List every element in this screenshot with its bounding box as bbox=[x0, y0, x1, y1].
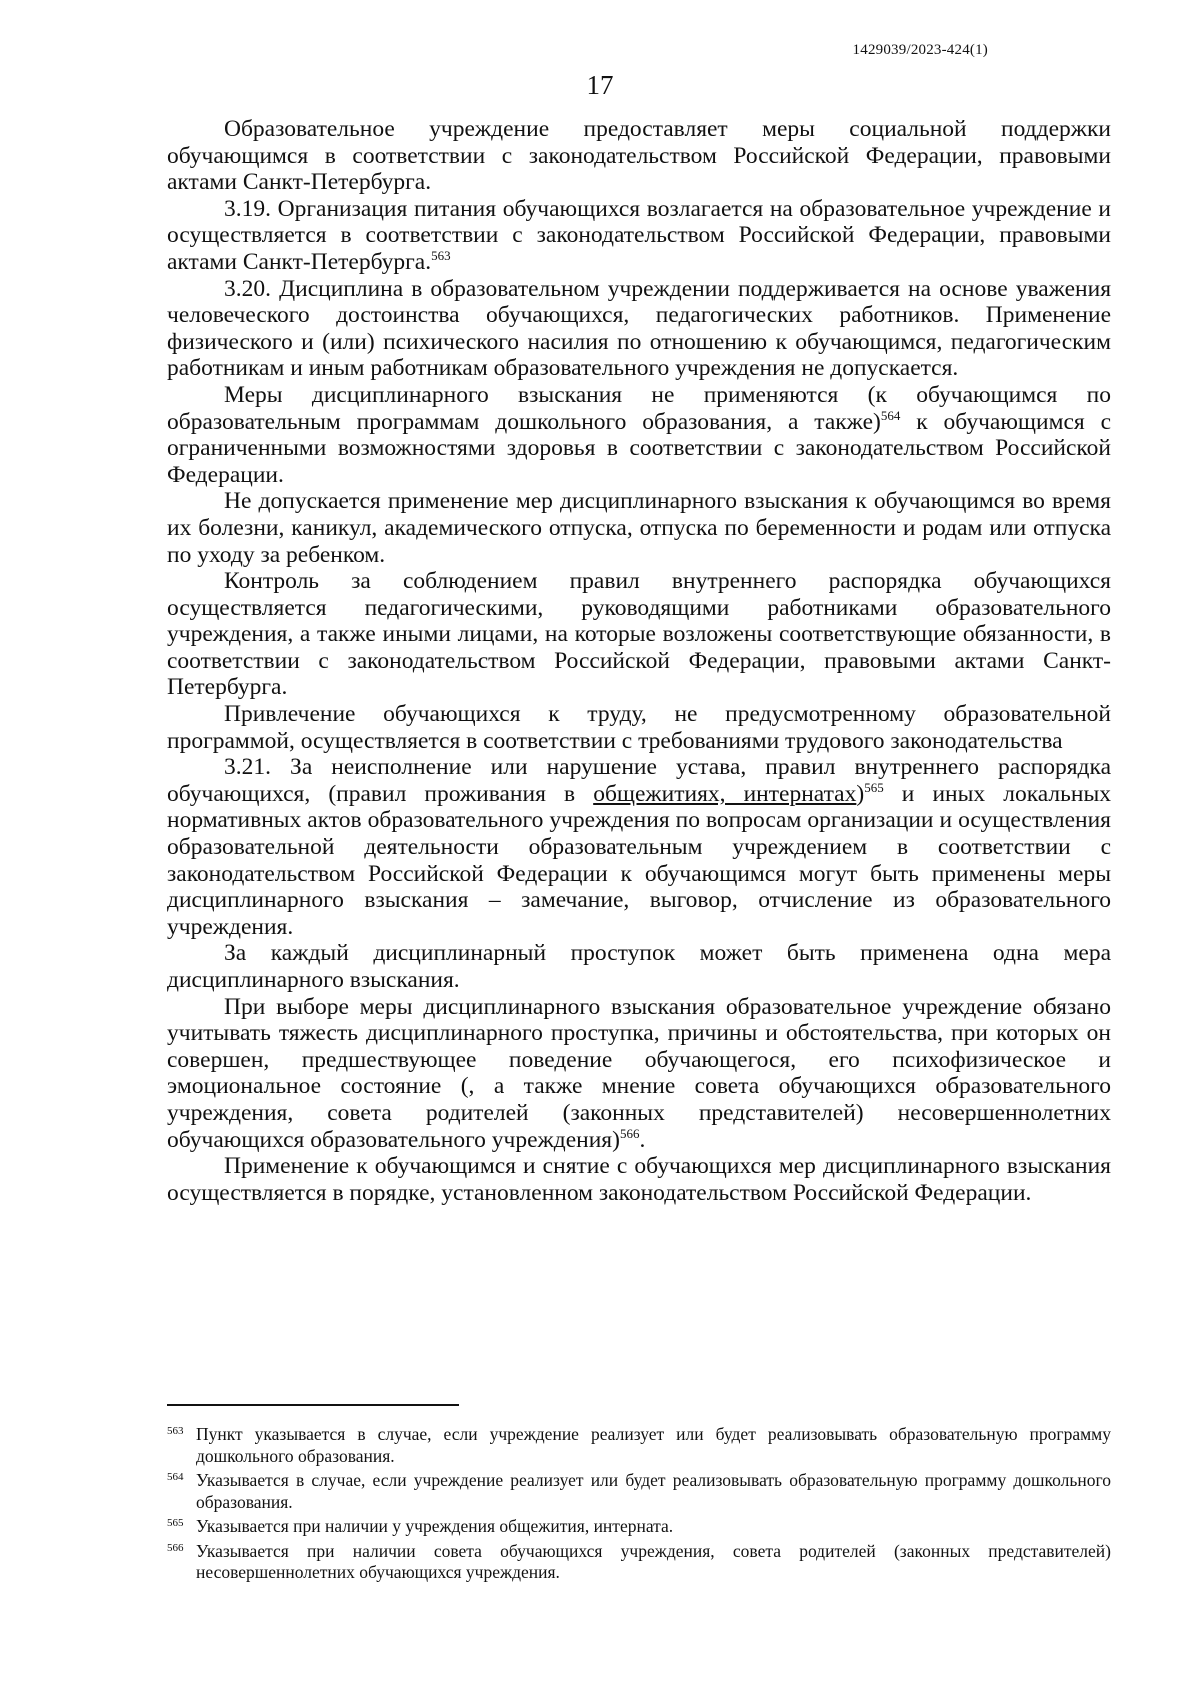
footnote-mark: 563 bbox=[167, 1425, 184, 1437]
footnote-text: Указывается при наличии у учреждения общежития, интерната. bbox=[196, 1516, 674, 1536]
paragraph-choice-of-measure: При выборе меры дисциплинарного взыскания образовательное учреждение обязано учитывать тяжесть дисциплинарного проступка, причины и обстоятельства, при которых он совершен, предшествующее поведение обучающегося, его психофизическое и эмоциональное состояние (, а также мнение совета обучающихся образовательного учреждения, совета родителей (законных представителей) несовершеннолетних обучающихся образовательного учреждения)$^{566}$. bbox=[167, 993, 1111, 1153]
footnote-mark: 565 bbox=[167, 1517, 184, 1529]
footnote-mark: 566 bbox=[167, 1541, 184, 1554]
paragraph-no-discipline-during-illness: Не допускается применение мер дисциплинарного взыскания к обучающимся во время их болезни, каникул, академического отпуска, отпуска по беременности и родам или отпуска по уходу за ребенком. bbox=[167, 488, 1111, 568]
page-number: 17 bbox=[586, 70, 614, 100]
paragraph-rules-control: Контроль за соблюдением правил внутреннего распорядка обучающихся осуществляется педагогическими, руководящими работниками образовательного учреждения, а также иными лицами, на которые возложены соответствующие обязанности, в соответствии с законодательством Российской Федерации, правовыми актами Санкт-Петербурга. bbox=[167, 568, 1111, 701]
footnote-ref-565[interactable]: 565 bbox=[864, 779, 884, 795]
document-number: 1429039/2023-424(1) bbox=[852, 42, 988, 58]
footnote-mark: 564 bbox=[167, 1471, 184, 1483]
footnote-565 bbox=[167, 1516, 1111, 1538]
paragraph-application-removal: Применение к обучающимся и снятие с обучающихся мер дисциплинарного взыскания осуществляется в порядке, установленном законодательством Российской Федерации. bbox=[167, 1153, 1111, 1206]
footnote-text: Указывается в случае, если учреждение реализует или будет реализовывать образовательную программу дошкольного образования. bbox=[196, 1470, 1111, 1512]
footnote-566 bbox=[167, 1541, 1111, 1584]
footnote-ref-563[interactable]: 563 bbox=[431, 247, 451, 263]
footnote-separator bbox=[167, 1404, 459, 1406]
paragraph-disciplinary-exceptions: Меры дисциплинарного взыскания не применяются (к обучающимся по образовательным программам дошкольного образования, а также)$^{564}$ к обучающимся с ограниченными возможностями здоровья в соответствии с законодательством Российской Федерации. bbox=[167, 381, 1111, 488]
paragraph-one-measure: За каждый дисциплинарный проступок может быть применена одна мера дисциплинарного взыскания. bbox=[167, 940, 1111, 993]
footnote-563 bbox=[167, 1424, 1111, 1467]
footnote-ref-564[interactable]: 564 bbox=[880, 407, 901, 423]
footnote-text: Пункт указывается в случае, если учреждение реализует или будет реализовывать образовательную программу дошкольного образования. bbox=[196, 1424, 1111, 1466]
footnotes bbox=[167, 1424, 1111, 1587]
footnote-text: Указывается при наличии совета обучающихся учреждения, совета родителей (законных представителей) несовершеннолетних обучающихся учреждения. bbox=[196, 1540, 1111, 1582]
footnote-564 bbox=[167, 1470, 1111, 1513]
paragraph-labor: Привлечение обучающихся к труду, не предусмотренному образовательной программой, осуществляется в соответствии с требованиями трудового законодательства bbox=[167, 701, 1111, 754]
paragraph-3-20: 3.20. Дисциплина в образовательном учреждении поддерживается на основе уважения человеческого достоинства обучающихся, педагогических работников. Применение физического и (или) психического насилия по отношению к обучающимся, педагогическим работникам и иным работникам образовательного учреждения не допускается. bbox=[167, 275, 1111, 382]
paragraph-social-support: Образовательное учреждение предоставляет меры социальной поддержки обучающимся в соответствии с законодательством Российской Федерации, правовыми актами Санкт-Петербурга. bbox=[167, 116, 1111, 196]
footnote-ref-566[interactable]: 566 bbox=[619, 1125, 640, 1141]
document-body bbox=[167, 116, 1111, 1206]
underlined-dormitories: общежитиях, интернатах bbox=[593, 780, 857, 807]
paragraph-3-21: 3.21. За неисполнение или нарушение устава, правил внутреннего распорядка обучающихся, (правил проживания в общежитиях, интернатах)$^{565}$ и иных локальных нормативных актов образовательного учреждения по вопросам организации и осуществления образовательной деятельности образовательным учреждением в соответствии с законодательством Российской Федерации к обучающимся могут быть применены меры дисциплинарного взыскания – замечание, выговор, отчисление из образовательного учреждения. bbox=[167, 754, 1111, 940]
paragraph-3-19: 3.19. Организация питания обучающихся возлагается на образовательное учреждение и осуществляется в соответствии с законодательством Российской Федерации, правовыми актами Санкт-Петербурга.$^{563}$ bbox=[167, 195, 1111, 275]
